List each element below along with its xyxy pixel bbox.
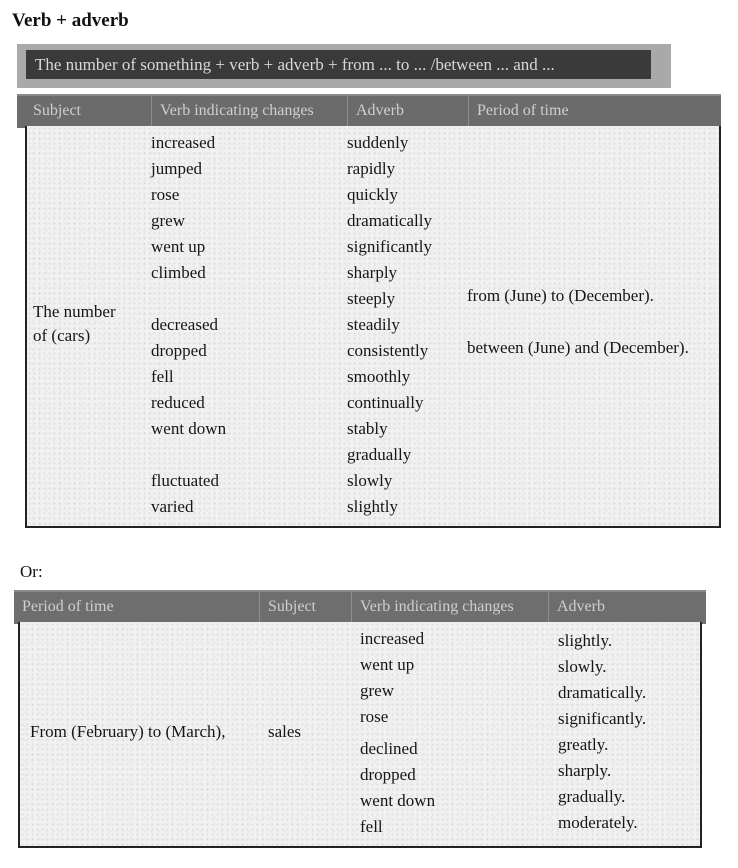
formula-banner [17, 44, 671, 88]
list-item: dropped [151, 341, 207, 360]
list-item: went up [360, 655, 415, 674]
table-body [18, 622, 702, 848]
list-item: fell [360, 817, 383, 836]
list-item: continually [347, 393, 424, 412]
subject-line: The number [33, 302, 116, 321]
header-subject: Subject [25, 96, 152, 126]
list-item: sharply. [558, 761, 612, 780]
list-item: smoothly [347, 367, 411, 386]
adverbs-list [347, 130, 432, 520]
subject-cell: sales [268, 722, 302, 741]
list-item: grew [360, 681, 394, 700]
list-item: declined [360, 739, 418, 758]
header-period: Period of time [14, 592, 260, 622]
list-item: increased [360, 629, 425, 648]
list-item: increased [151, 133, 216, 152]
table-header [17, 94, 721, 128]
list-item: jumped [151, 159, 202, 178]
header-period: Period of time [477, 102, 569, 119]
verbs-fluct-list [151, 468, 219, 520]
list-item: dramatically. [558, 683, 647, 702]
list-item: slightly [347, 497, 399, 516]
list-item: consistently [347, 341, 429, 360]
list-item: grew [151, 211, 185, 230]
list-item: quickly [347, 185, 398, 204]
period-cell: From (February) to (March), [30, 722, 226, 741]
verbs-up-list [360, 626, 424, 730]
list-item: moderately. [558, 813, 638, 832]
verbs-down-list [360, 736, 435, 840]
header-verb: Verb indicating changes [152, 96, 348, 126]
list-item: steeply [347, 289, 396, 308]
list-item: sharply [347, 263, 398, 282]
verbs-up-list [151, 130, 215, 286]
list-item: steadily [347, 315, 400, 334]
header-subject: Subject [260, 592, 352, 622]
list-item: gradually. [558, 787, 626, 806]
list-item: gradually [347, 445, 412, 464]
list-item: went down [151, 419, 227, 438]
list-item: dramatically [347, 211, 432, 230]
list-item: went up [151, 237, 206, 256]
table-verb-adverb [17, 94, 721, 530]
list-item: dropped [360, 765, 416, 784]
table-period-first [14, 590, 706, 850]
list-item: significantly [347, 237, 432, 256]
list-item: varied [151, 497, 194, 516]
list-item: slightly. [558, 631, 613, 650]
header-adverb: Adverb [348, 96, 469, 126]
list-item: stably [347, 419, 388, 438]
list-item: rose [151, 185, 180, 204]
list-item: suddenly [347, 133, 409, 152]
list-item: fell [151, 367, 174, 386]
table-body [25, 126, 721, 528]
subject-cell [33, 300, 116, 348]
list-item: greatly. [558, 735, 609, 754]
period-from-to: from (June) to (December). [467, 286, 654, 305]
adverbs-list [558, 628, 646, 836]
verbs-down-list [151, 312, 226, 442]
list-item: slowly [347, 471, 393, 490]
header-adverb: Adverb [557, 598, 605, 615]
list-item: fluctuated [151, 471, 219, 490]
list-item: decreased [151, 315, 219, 334]
list-item: rose [360, 707, 389, 726]
list-item: slowly. [558, 657, 607, 676]
page-title: Verb + adverb [12, 10, 129, 31]
list-item: went down [360, 791, 436, 810]
subject-line: of (cars) [33, 326, 91, 345]
header-verb: Verb indicating changes [352, 592, 549, 622]
list-item: reduced [151, 393, 205, 412]
table-header [14, 590, 706, 624]
period-between-and: between (June) and (December). [467, 338, 689, 357]
or-label: Or: [20, 562, 43, 581]
list-item: climbed [151, 263, 206, 282]
list-item: rapidly [347, 159, 396, 178]
formula-text: The number of something + verb + adverb + from ... to ... /between ... and ... [26, 50, 651, 79]
list-item: significantly. [558, 709, 647, 728]
